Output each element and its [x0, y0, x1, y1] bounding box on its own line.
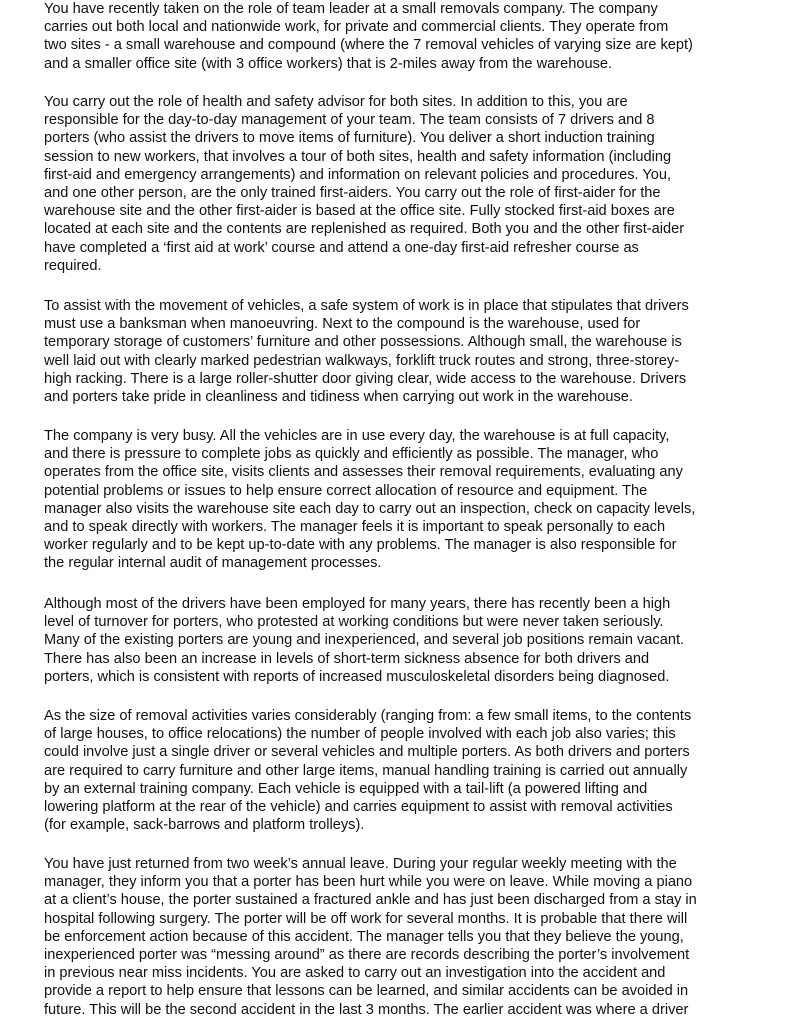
text-line: worker regularly and to be kept up-to-date with any problems. The manager is also responsible for: [44, 537, 677, 554]
text-line: Many of the existing porters are young and inexperienced, and several job positions remain vacant.: [44, 632, 685, 649]
paragraph-company-overview: [44, 0, 804, 73]
text-line: You carry out the role of health and safety advisor for both sites. In addition to this, you are: [44, 94, 628, 110]
text-line: high racking. There is a large roller-shutter door giving clear, wide access to the warehouse. Drivers: [44, 370, 687, 387]
text-line: Although most of the drivers have been employed for many years, there has recently been a high: [44, 596, 671, 612]
text-line: You have recently taken on the role of team leader at a small removals company. The company: [44, 1, 658, 17]
text-line: be enforcement action because of this accident. The manager tells you that they believe the young,: [44, 928, 684, 945]
text-line: well laid out with clearly marked pedestrian walkways, forklift truck routes and strong, three-storey-: [44, 352, 680, 369]
paragraph-accident-report: [44, 855, 804, 1019]
text-line: responsible for the day-to-day management of your team. The team consists of 7 drivers and 8: [44, 112, 655, 129]
text-line: located at each site and the contents are replenished as required. Both you and the other first-aider: [44, 221, 685, 238]
text-line: could involve just a single driver or several vehicles and multiple porters. As both drivers and porters: [44, 744, 690, 761]
text-line: There has also been an increase in levels of short-term sickness absence for both drivers and: [44, 650, 650, 667]
text-line: warehouse site and the other first-aider is based at the office site. Fully stocked first-aid boxes are: [44, 203, 675, 220]
text-line: at a client’s house, the porter sustained a fractured ankle and has just been discharged from a stay in: [44, 892, 697, 909]
text-line: The company is very busy. All the vehicles are in use every day, the warehouse is at full capacity,: [44, 428, 670, 444]
text-line: and to speak directly with workers. The manager feels it is important to speak personally to each: [44, 518, 666, 535]
text-line: in previous near miss incidents. You are asked to carry out an investigation into the accident and: [44, 965, 666, 982]
paragraph-company-busy: [44, 427, 804, 573]
text-line: As the size of removal activities varies considerably (ranging from: a few small items, to the contents: [44, 708, 692, 724]
text-line: You have just returned from two week’s annual leave. During your regular weekly meeting with the: [44, 856, 677, 872]
text-line: and porters take pride in cleanliness and tidiness when carrying out work in the warehouse.: [44, 388, 633, 405]
text-line: (for example, sack-barrows and platform trolleys).: [44, 817, 365, 834]
text-line: two sites - a small warehouse and compound (where the 7 removal vehicles of varying size are kept): [44, 37, 693, 54]
text-line: of large houses, to office relocations) the number of people involved with each job also varies; this: [44, 726, 676, 743]
text-line: temporary storage of customers’ furniture and other possessions. Although small, the warehouse is: [44, 334, 682, 351]
text-line: hospital following surgery. The porter will be off work for several months. It is probable that there will: [44, 910, 688, 927]
text-line: by an external training company. Each vehicle is equipped with a tail-lift (a powered lifting and: [44, 780, 648, 797]
paragraph-removal-activities: [44, 707, 804, 834]
text-line: inexperienced porter was “messing around” as there are records describing the porter’s involvement: [44, 946, 690, 963]
text-line: To assist with the movement of vehicles, a safe system of work is in place that stipulates that drivers: [44, 298, 689, 314]
text-line: lowering platform at the rear of the vehicle) and carries equipment to assist with removal activities: [44, 798, 673, 815]
paragraph-health-safety-role: [44, 93, 804, 275]
text-line: provide a report to help ensure that lessons can be learned, and similar accidents can be avoided in: [44, 983, 689, 1000]
text-line: required.: [44, 257, 102, 274]
text-line: the regular internal audit of management processes.: [44, 555, 382, 572]
text-line: porters (who assist the drivers to move items of furniture). You deliver a short induction training: [44, 130, 655, 147]
text-line: and there is pressure to complete jobs as quickly and efficiently as possible. The manager, who: [44, 446, 659, 463]
paragraph-vehicles-warehouse: [44, 297, 804, 406]
text-line: potential problems or issues to help ensure correct allocation of resource and equipment. The: [44, 482, 648, 499]
text-line: have completed a ‘first aid at work’ course and attend a one-day first-aid refresher course as: [44, 239, 639, 256]
text-line: operates from the office site, visits clients and assesses their removal requirements, evaluating any: [44, 464, 683, 481]
text-line: session to new workers, that involves a tour of both sites, health and safety information (including: [44, 148, 672, 165]
text-line: porters, which is consistent with reports of increased musculoskeletal disorders being diagnosed.: [44, 668, 670, 685]
text-line: carries out both local and nationwide work, for private and commercial clients. They operate from: [44, 19, 669, 36]
text-line: future. This will be the second accident in the last 3 months. The earlier accident was where a driver: [44, 1001, 689, 1018]
text-line: and a smaller office site (with 3 office workers) that is 2-miles away from the warehouse.: [44, 55, 613, 72]
text-line: manager, they inform you that a porter has been hurt while you were on leave. While moving a piano: [44, 874, 693, 891]
text-line: and one other person, are the only trained first-aiders. You carry out the role of first-aider for the: [44, 184, 661, 201]
text-line: first-aid and emergency arrangements) and information on relevant policies and procedures. You,: [44, 166, 672, 183]
text-line: level of turnover for porters, who protested at working conditions but were never taken seriously.: [44, 614, 664, 631]
text-line: are required to carry furniture and other large items, manual handling training is carried out annually: [44, 762, 688, 779]
paragraph-staff-turnover: [44, 595, 804, 686]
text-line: must use a banksman when manoeuvring. Next to the compound is the warehouse, used for: [44, 316, 641, 333]
text-line: manager also visits the warehouse site each day to carry out an inspection, check on capacity levels,: [44, 500, 696, 517]
